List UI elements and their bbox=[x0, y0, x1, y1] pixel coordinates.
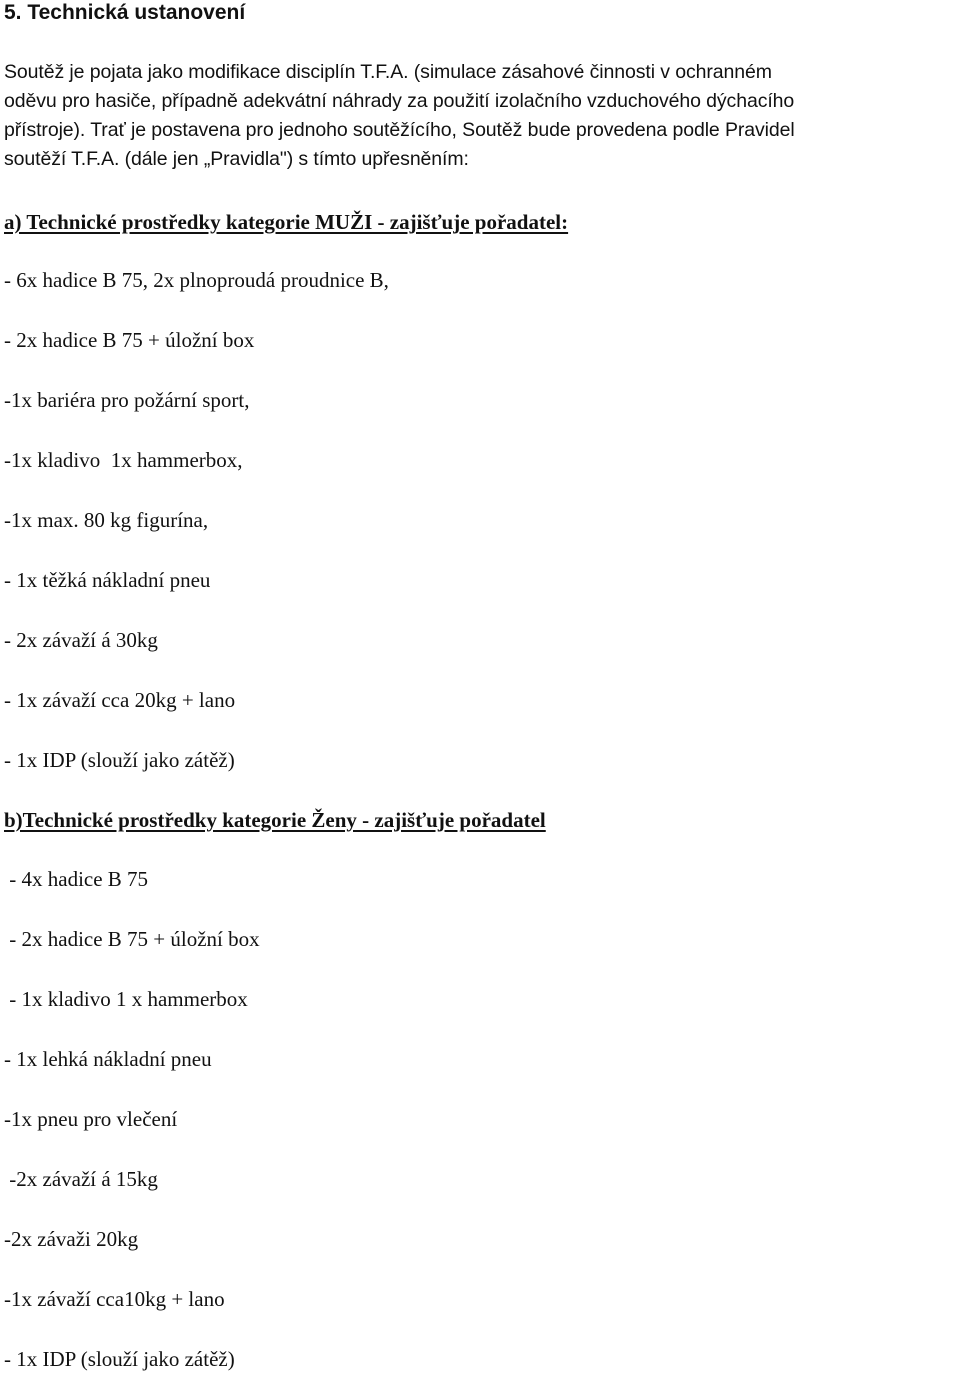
intro-line: oděvu pro hasiče, případně adekvátní náhrady za použití izolačního vzduchového dýchacího bbox=[4, 90, 795, 112]
women-equipment-title: b)Technické prostředky kategorie Ženy - zajišťuje pořadatel bbox=[4, 808, 546, 832]
men-equipment-item: -1x bariéra pro požární sport, bbox=[4, 388, 250, 412]
men-equipment-item: - 2x hadice B 75 + úložní box bbox=[4, 328, 255, 352]
women-equipment-item: -1x pneu pro vlečení bbox=[4, 1107, 178, 1131]
women-equipment-item: -2x závaži 20kg bbox=[4, 1227, 139, 1251]
men-equipment-item: -1x max. 80 kg figurína, bbox=[4, 508, 209, 532]
intro-paragraph bbox=[4, 58, 959, 174]
intro-line: Soutěž je pojata jako modifikace disciplín T.F.A. (simulace zásahové činnosti v ochranném bbox=[4, 61, 772, 83]
men-equipment-item: -1x kladivo 1x hammerbox, bbox=[4, 448, 243, 472]
women-equipment-item: - 1x IDP (slouží jako zátěž) bbox=[4, 1347, 235, 1371]
intro-line: přístroje). Trať je postavena pro jednoho soutěžícího, Soutěž bude provedena podle Pravidel bbox=[4, 119, 795, 141]
women-equipment-item: -2x závaží á 15kg bbox=[4, 1167, 158, 1191]
women-equipment-item: - 2x hadice B 75 + úložní box bbox=[4, 927, 260, 951]
men-equipment-item: - 1x IDP (slouží jako zátěž) bbox=[4, 748, 235, 772]
women-equipment-item: - 1x kladivo 1 x hammerbox bbox=[4, 987, 248, 1011]
women-equipment-item: - 1x lehká nákladní pneu bbox=[4, 1047, 212, 1071]
women-equipment-item: -1x závaží cca10kg + lano bbox=[4, 1287, 225, 1311]
men-equipment-item: - 1x těžká nákladní pneu bbox=[4, 568, 211, 592]
women-equipment-item: - 4x hadice B 75 bbox=[4, 867, 149, 891]
men-equipment-item: - 6x hadice B 75, 2x plnoproudá proudnice B, bbox=[4, 268, 389, 292]
section-heading: 5. Technická ustanovení bbox=[4, 1, 246, 24]
men-equipment-item: - 1x závaží cca 20kg + lano bbox=[4, 688, 236, 712]
men-equipment-item: - 2x závaží á 30kg bbox=[4, 628, 158, 652]
men-equipment-title: a) Technické prostředky kategorie MUŽI - zajišťuje pořadatel: bbox=[4, 210, 569, 234]
intro-line: soutěží T.F.A. (dále jen „Pravidla") s tímto upřesněním: bbox=[4, 148, 469, 170]
